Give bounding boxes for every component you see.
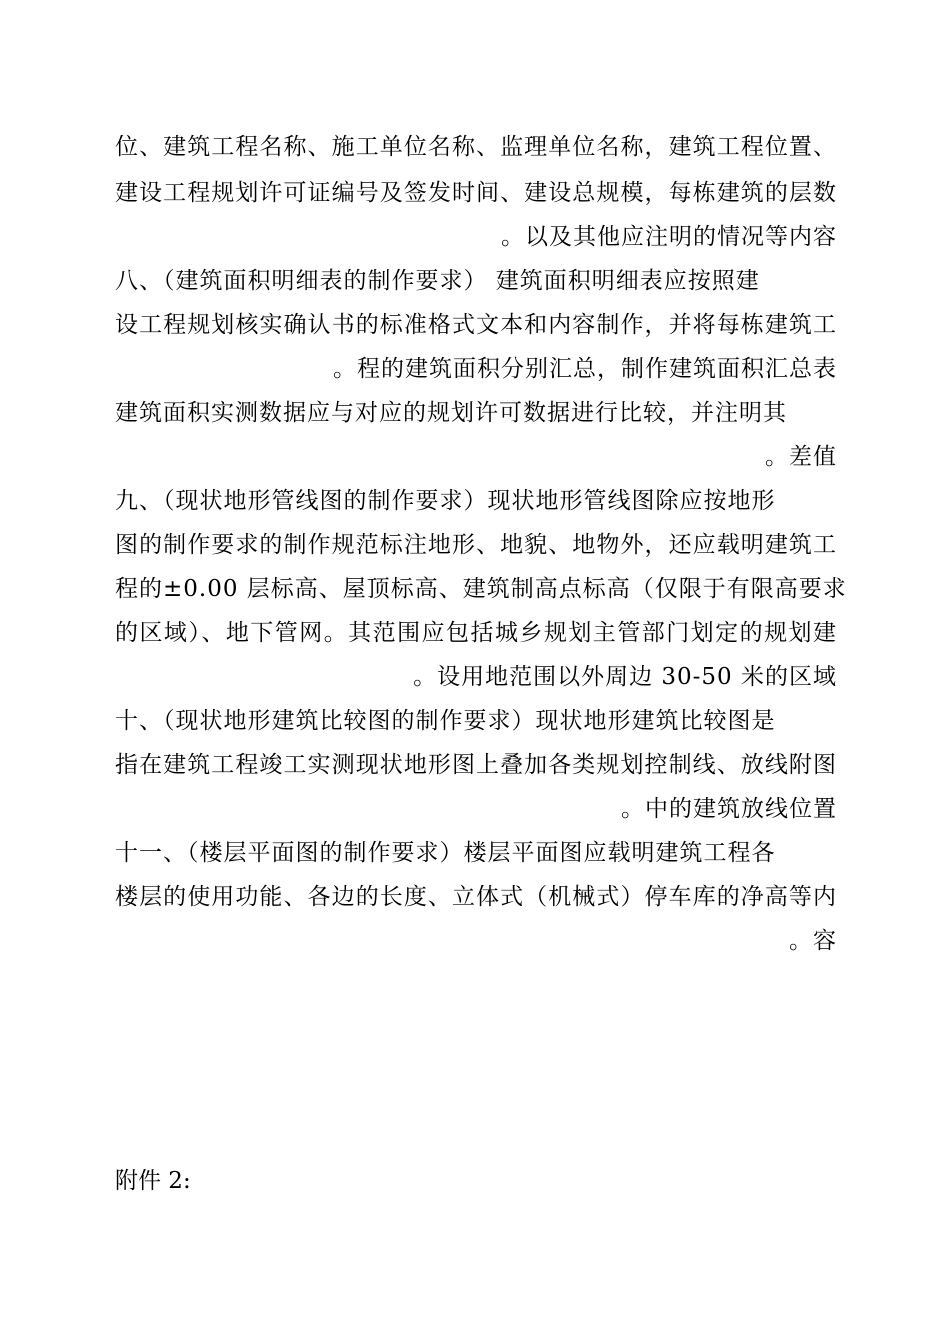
text-line: 。容 xyxy=(789,928,837,954)
text-line: 。差值 xyxy=(765,444,837,470)
section-heading-11: 十一、（楼层平面图的制作要求）楼层平面图应载明建筑工程各 xyxy=(115,840,776,866)
text-line: 的区域）、地下管网。其范围应包括城乡规划主管部门划定的规划建 xyxy=(115,620,837,646)
text-line: 建筑面积实测数据应与对应的规划许可数据进行比较，并注明其 xyxy=(115,400,787,426)
text-line: 建设工程规划许可证编号及签发时间、建设总规模，每栋建筑的层数 xyxy=(115,180,837,206)
text-line: 程的±0.00 层标高、屋顶标高、建筑制高点标高（仅限于有限高要求 xyxy=(115,576,847,602)
section-heading-10: 十、（现状地形建筑比较图的制作要求）现状地形建筑比较图是 xyxy=(115,708,776,734)
text-line: 楼层的使用功能、各边的长度、立体式（机械式）停车库的净高等内 xyxy=(115,884,837,910)
section-heading-8: 八、（建筑面积明细表的制作要求） 建筑面积明细表应按照建 xyxy=(115,268,760,294)
text-line: 。设用地范围以外周边 30-50 米的区域 xyxy=(413,664,837,690)
section-heading-9: 九、（现状地形管线图的制作要求）现状地形管线图除应按地形 xyxy=(115,488,776,514)
text-line: 。中的建筑放线位置 xyxy=(621,796,837,822)
text-line: 。以及其他应注明的情况等内容 xyxy=(501,224,837,250)
text-line: 位、建筑工程名称、施工单位名称、监理单位名称，建筑工程位置、 xyxy=(115,134,837,160)
text-line: 设工程规划核实确认书的标准格式文本和内容制作，并将每栋建筑工 xyxy=(115,312,837,338)
attachment-label: 附件 2: xyxy=(115,1168,191,1194)
text-line: 。程的建筑面积分别汇总，制作建筑面积汇总表 xyxy=(333,356,837,382)
text-line: 图的制作要求的制作规范标注地形、地貌、地物外，还应载明建筑工 xyxy=(115,532,837,558)
text-line: 指在建筑工程竣工实测现状地形图上叠加各类规划控制线、放线附图 xyxy=(115,752,837,778)
